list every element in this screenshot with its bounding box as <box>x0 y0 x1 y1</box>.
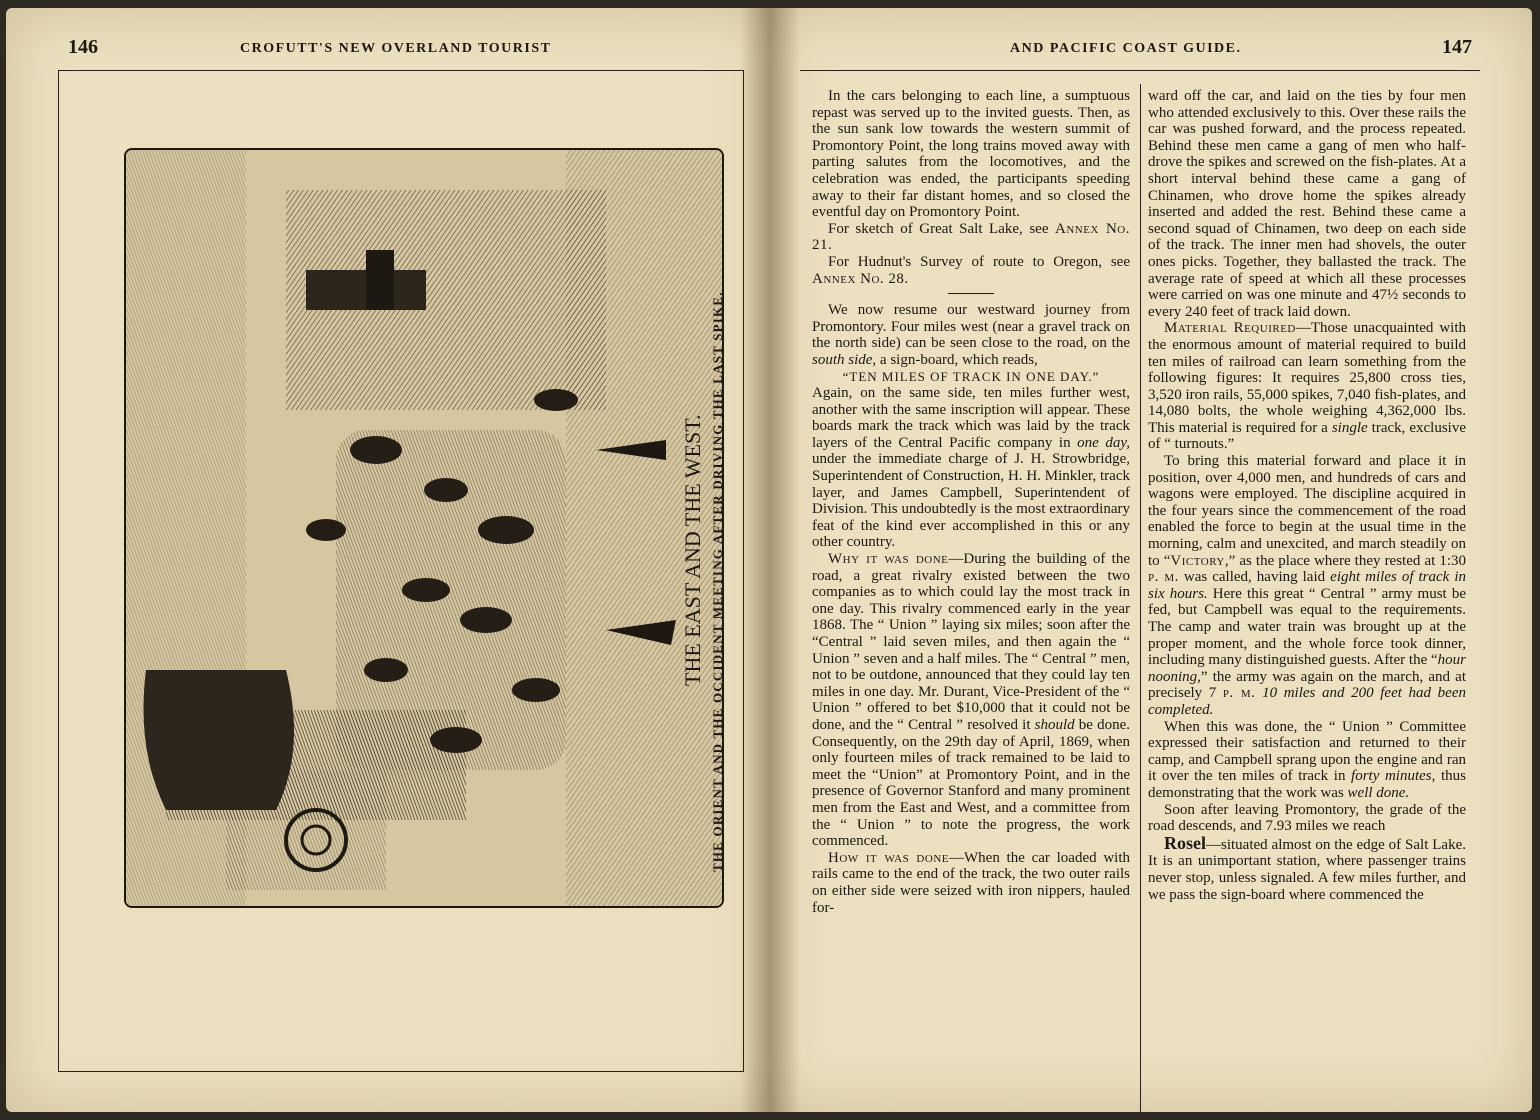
paragraph: We now resume our westward journey from Promontory. Four miles west (near a gravel track on the north side) can be seen close to the road, on the south side, a sign-board, which reads, <box>812 302 1130 368</box>
sign-board-quote: “TEN MILES OF TRACK IN ONE DAY.” <box>842 368 1100 384</box>
paragraph: When this was done, the “ Union ” Committee expressed their satisfaction and returned to their camp, and Campbell sprang upon the engine and ran it over the ten miles of track in forty minutes, thus demonstrating that the work was well done. <box>1148 718 1466 801</box>
column-rule <box>1140 84 1141 1114</box>
paragraph: In the cars belonging to each line, a sumptuous repast was served up to the invited guests. Then, as the sun sank low towards the western summit of Promontory Point, the long trains moved away with parting salutes from the locomotives, and the celebration was ended, the participants speeding away to their far distant homes, and so closed the eventful day on Promontory Point. <box>812 88 1130 221</box>
paragraph: Again, on the same side, ten miles further west, another with the same inscription will appear. These boards mark the track which was laid by the track layers of the Central Pacific company in one day, under the immediate charge of J. H. Strowbridge, Superintendent of Construction, H. H. Minkler, track layer, and James Campbell, Superintendent of Division. This undoubtedly is the most extraordinary feat of the kind ever accomplished in this or any other country. <box>812 385 1130 551</box>
section-separator <box>948 293 994 294</box>
text-column-1 <box>812 88 1130 1058</box>
paragraph: How it was done—When the car loaded with rails came to the end of the track, the two outer rails on either side were seized with iron nippers, hauled for- <box>812 849 1130 916</box>
illustration-title: THE EAST AND THE WEST. <box>680 414 705 686</box>
engraving-illustration <box>126 150 722 906</box>
paragraph: To bring this material forward and place it in position, over 4,000 men, and hundreds of cars and wagons were employed. The discipline acquired in the four years since the commencement of the road enabled the force to begin at the usual time in the morning, calm and unexcited, and march steadily on to “Victory,” as the place where they rested at 1:30 p. m. was called, having laid eight miles of track in six hours. Here this great “ Central ” army must be fed, but Campbell was equal to the requirements. The camp and water train was brought up at the proper moment, and the whole force took dinner, including many distinguished guests. After the “hour nooning,” the army was again on the march, and at precisely 7 p. m. 10 miles and 200 feet had been completed. <box>1148 453 1466 718</box>
paragraph: Material Required—Those unacquainted with the enormous amount of material required to build ten miles of railroad can learn something from the following figures: It requires 25,800 cross ties, 3,520 iron rails, 55,000 spikes, 7,040 fish-plates, and 14,080 bolts, the whole weighing 4,362,000 lbs. This material is required for a single track, exclusive of “ turnouts.” <box>1148 320 1466 453</box>
right-page-number: 147 <box>1442 36 1472 58</box>
left-page-number: 146 <box>68 36 98 58</box>
right-header-rule <box>800 70 1480 71</box>
left-running-head: CROFUTT'S NEW OVERLAND TOURIST <box>240 41 552 56</box>
text-column-2 <box>1148 88 1466 1058</box>
paragraph: Soon after leaving Promontory, the grade of the road descends, and 7.93 miles we reach <box>1148 801 1466 835</box>
station-name: Rosel <box>1164 832 1206 853</box>
illustration-subtitle: THE ORIENT AND THE OCCIDENT MEETING AFTER DRIVING THE LAST SPIKE. <box>710 291 725 872</box>
right-page-header <box>800 36 1480 66</box>
engraving-plate <box>124 148 724 908</box>
paragraph: For Hudnut's Survey of route to Oregon, see Annex No. 28. <box>812 253 1130 287</box>
paragraph: ward off the car, and laid on the ties by four men who attended exclusively to this. Over these rails the car was pushed forward, and the process repeated. Behind these men came a gang of men who half-drove the spikes and screwed on the fish-plates. At a short interval behind these came a gang of Chinamen, who drove home the spikes already inserted and added the rest. Behind these came a second squad of Chinamen, two deep on each side of the track. The inner men had shovels, the outer ones picks. Together, they ballasted the track. The average rate of speed at which all these processes were carried on was one minute and 47½ seconds to every 240 feet of track laid down. <box>1148 88 1466 320</box>
left-page-header <box>68 36 748 66</box>
paragraph: For sketch of Great Salt Lake, see Annex No. 21. <box>812 220 1130 254</box>
right-running-head: AND PACIFIC COAST GUIDE. <box>1010 41 1242 56</box>
paragraph: Why it was done—During the building of the road, a great rivalry existed between the two companies as to which could lay the most track in one day. This rivalry commenced early in the year 1868. The “ Union ” laying six miles; soon after the “Central ” laid seven miles, and then again the “ Union ” seven and a half miles. The “ Central ” men, not to be outdone, announced that they could lay ten miles in one day. Mr. Durant, Vice-President of the “ Union ” offered to bet $10,000 that it could not be done, and the “ Central ” resolved it should be done. Consequently, on the 29th day of April, 1869, when only fourteen miles of track remained to be laid to meet the “Union” at Promontory Point, and in the presence of Governor Stanford and many prominent men from the East and West, and a committee from the “ Union ” to note the progress, the work commenced. <box>812 551 1130 850</box>
paragraph: Rosel—situated almost on the edge of Salt Lake. It is an unimportant station, where passenger trains never stop, unless signaled. A few miles further, and we pass the sign-board where commenced the <box>1148 832 1466 903</box>
